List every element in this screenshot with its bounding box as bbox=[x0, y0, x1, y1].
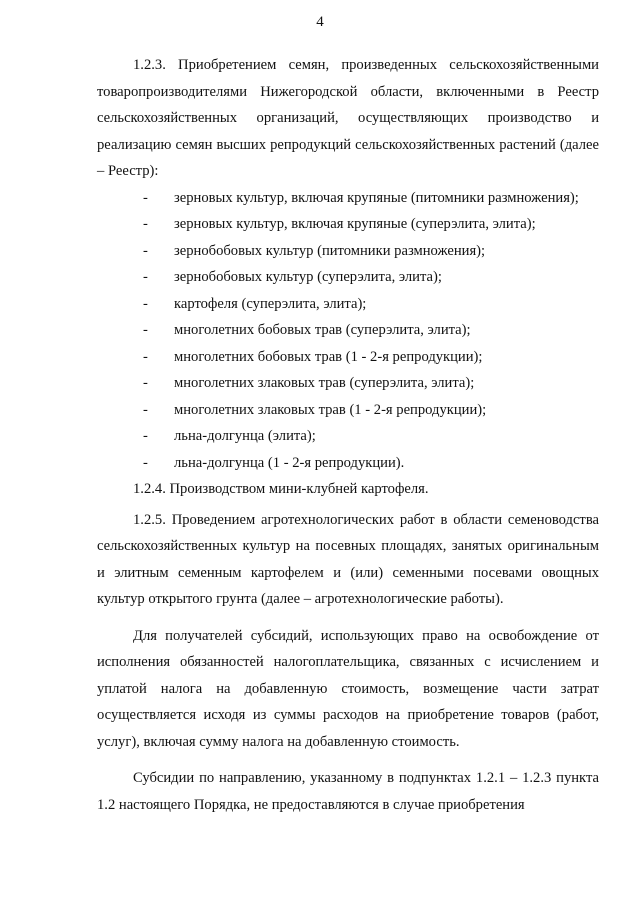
list-dash: - bbox=[143, 401, 148, 418]
section-1-2-5-paragraph: 1.2.5. Проведением агротехнологических работ в области семеноводства сельскохозяйственных культур на посевных площадях, занятых оригинальным и элитным семенным картофелем и (или) семенными посевами овощных культур открытого грунта (далее – агротехнологические работы). bbox=[97, 511, 599, 607]
list-dash: - bbox=[143, 348, 148, 365]
list-item bbox=[97, 238, 599, 265]
list-item-text: картофеля (суперэлита, элита); bbox=[174, 295, 367, 312]
seed-category-list bbox=[97, 185, 599, 477]
list-item-text: льна-долгунца (1 - 2-я репродукции). bbox=[174, 454, 405, 471]
list-item-text: зерновых культур, включая крупяные (питомники размножения); bbox=[174, 189, 579, 206]
list-dash: - bbox=[143, 216, 148, 232]
list-dash: - bbox=[143, 375, 148, 391]
list-item bbox=[97, 317, 599, 344]
list-dash: - bbox=[143, 242, 148, 259]
list-item-text: многолетних бобовых трав (суперэлита, элита); bbox=[174, 322, 471, 338]
list-dash: - bbox=[143, 189, 148, 206]
list-item bbox=[97, 211, 599, 238]
list-item-text: льна-долгунца (элита); bbox=[174, 428, 316, 444]
vat-paragraph: Для получателей субсидий, использующих право на освобождение от исполнения обязанностей налогоплательщика, связанных с исчислением и уплатой налога на добавленную стоимость, возмещение части затрат осуществляется исходя из суммы расходов на приобретение товаров (работ, услуг), включая сумму налога на добавленную стоимость. bbox=[97, 627, 599, 750]
list-item-text: многолетних злаковых трав (суперэлита, элита); bbox=[174, 375, 475, 391]
list-dash: - bbox=[143, 428, 148, 444]
list-item-text: зернобобовых культур (питомники размножения); bbox=[174, 242, 486, 259]
list-item bbox=[97, 185, 599, 212]
section-1-2-3-paragraph: 1.2.3. Приобретением семян, произведенных сельскохозяйственными товаропроизводителями Нижегородской области, включенными в Реестр сельскохозяйственных организаций, осуществляющих производство и реализацию семян высших репродукций сельскохозяйственных растений (далее – Реестр): bbox=[97, 57, 599, 179]
list-item bbox=[97, 291, 599, 318]
list-dash: - bbox=[143, 454, 148, 471]
list-item bbox=[97, 344, 599, 371]
list-item bbox=[97, 264, 599, 291]
list-dash: - bbox=[143, 295, 148, 312]
list-item-text: многолетних бобовых трав (1 - 2-я репродукции); bbox=[174, 348, 483, 365]
list-item bbox=[97, 423, 599, 450]
list-dash: - bbox=[143, 269, 148, 285]
list-item bbox=[97, 450, 599, 477]
list-item bbox=[97, 370, 599, 397]
list-item-text: зерновых культур, включая крупяные (суперэлита, элита); bbox=[174, 216, 536, 232]
list-item bbox=[97, 397, 599, 424]
document-body bbox=[97, 52, 599, 818]
list-item-text: многолетних злаковых трав (1 - 2-я репродукции); bbox=[174, 401, 487, 418]
list-dash: - bbox=[143, 322, 148, 338]
list-item-text: зернобобовых культур (суперэлита, элита); bbox=[174, 269, 442, 285]
subsidies-paragraph: Субсидии по направлению, указанному в подпунктах 1.2.1 – 1.2.3 пункта 1.2 настоящего Порядка, не предоставляются в случае приобретения bbox=[97, 770, 599, 813]
section-1-2-4-paragraph: 1.2.4. Производством мини-клубней картофеля. bbox=[133, 481, 429, 497]
page-number: 4 bbox=[316, 14, 324, 30]
